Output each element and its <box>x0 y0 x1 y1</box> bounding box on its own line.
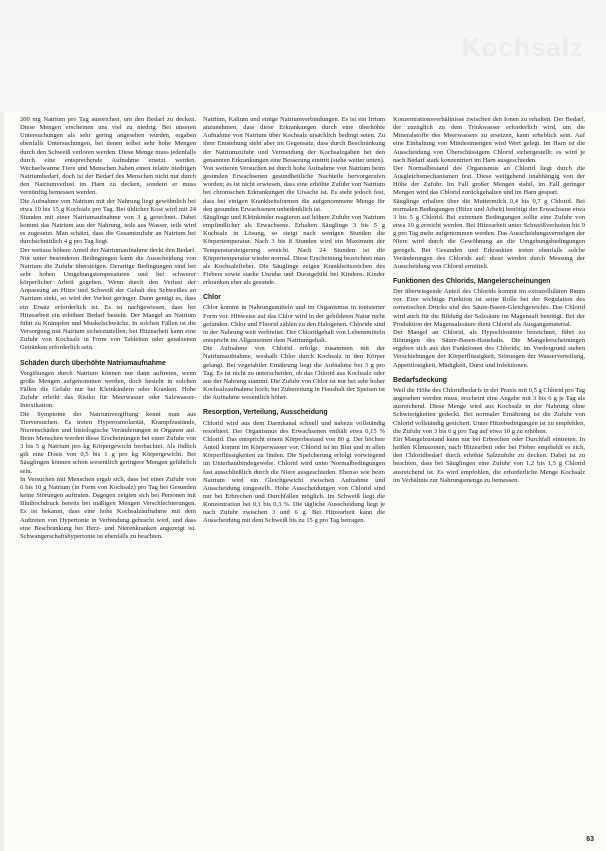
paragraph: Der Normalbestand des Organismus an Chlorid liegt durch die Ausgleichsmechanismen fest. Diese weitgehend unabhängig von der Höhe der Zufuhr. Im Fall großer Mengen stabil, im Fall geringer Mengen wird das Chlorid zurückgehalten und im Harn gespart. <box>393 164 585 197</box>
page-number: 63 <box>586 836 594 843</box>
paragraph: Von weiteren Versuchen ist durch hohe Aufnahme von Natrium beim gesunden Erwachsenen gesundheitliche Nachteile hervorgerufen worden; es ist nicht erwiesen, dass eine erhöhte Zufuhr von Natrium bei chronischen Erkrankungen die Ursache ist. Es steht jedoch fest, dass bei einigen Krankheitsformen die aufgenommene Menge für den gesunden Erwachsenen unbedenklich ist. <box>203 164 385 213</box>
paragraph: In Versuchen mit Menschen ergab sich, dass bei einer Zufuhr von 6 bis 10 g Natrium (in Form von Kochsalz) pro Tag bei Gesunden keine Störungen auftraten. Dagegen zeigten sich bei Personen mit Bluthochdruck bereits bei mäßigen Mengen Verschlechterungen. Es ist bekannt, dass eine hohe Kochsalzaufnahme mit dem Auftreten von Hypertonie in Verbindung gebracht wird, und dass eine Beschränkung bei Herz- und Nierenkranken angezeigt ist. Schwangerschaftshypertonie ist ebenfalls zu beachten. <box>20 475 196 540</box>
paragraph: Natrium, Kalium und einige Natriumverbindungen. Es ist ein Irrtum anzunehmen, dass diese Erkrankungen durch eine überhöhte Aufnahme von Natrium über Kochsalz ursächlich bedingt seien. Zu ihrer Entstehung steht aber im Gegensatz, dass durch Beschränkung der Natriumzufuhr und Vermeidung der Kochsalzgaben bei den genannten Erkrankungen eine Besserung eintritt (siehe weiter unten). <box>203 116 385 164</box>
paragraph: 200 mg Natrium pro Tag ausreichen, um den Bedarf zu decken. Diese Mengen erscheinen uns viel zu niedrig. Bei unseren Untersuchungen als sehr gering angesehen wurden, ergaben ebenfalls Untersuchungen, bei denen selbst sehr hohe Mengen durch den Schweiß verloren werden. Diese Menge muss jedenfalls durch eine entsprechende Aufnahme ersetzt werden. Wechselwarme Tiere und Menschen haben einen relativ niedrigen Natriumbedarf, doch ist der Bedarf des Menschen nicht nur durch den Natriumverlust im Harn zu decken, sondern er muss vernünftig bemessen werden. <box>20 116 196 197</box>
paragraph: Der weitaus höhere Anteil der Natriumaufnahme deckt den Bedarf. Nur unter besonderen Bedingungen kann die Ausscheidung von Natrium die Zufuhr übersteigen. Derartige Bedingungen sind bei sehr hohen Umgebungstemperaturen und bei schwerer körperlicher Arbeit gegeben. Wenn durch den Verlust der Anpassung an Hitze und Schweiß der Gehalt des Schweißes an Natrium sinkt, so wird der Verlust geringer. Dann genügt es, dass ein Ersatz erforderlich ist. Es ist nachgewiesen, dass bei Hitzearbeit ein erhöhter Bedarf besteht. Der Mangel an Natrium führt zu Krämpfen und Muskelschwäche. In solchen Fällen ist die Versorgung mit Natrium sicherzustellen; bei Hitzearbeit kann eine Zufuhr von Kochsalz in Form von Tabletten oder gesalzenen Getränken erforderlich sein. <box>20 246 196 352</box>
section-heading: Bedarfsdeckung <box>393 376 447 384</box>
paragraph: Säuglinge erhalten über die Muttermilch 0,4 bis 0,7 g Chlorid. Bei normalen Bedingungen (Hitze und Arbeit) benötigt der Erwachsene etwa 3 bis 5 g Chlorid. Bei extremen Bedingungen sollte eine Zufuhr von etwa 10 g erreicht werden. Bei Hitzearbeit unter Schweißverlusten bis 9 g pro Tag mehr aufgenommen werden. Das Ausscheidungsvermögen der Niere wird durch die Gewöhnung an die Umgebungsbedingungen geregelt. Bei Gesunden und Erkrankten treten ebenfalls solche Veränderungen des Chlorids auf; diese werden durch Messung der Ausscheidung von Chlorid ermittelt. <box>393 197 585 270</box>
paragraph: Säuglinge und Kleinkinder reagieren auf höhere Zufuhr von Natrium empfindlicher als Erwachsene. Erhalten Säuglinge 3 bis 5 g Kochsalz in Lösung, so steigt nach wenigen Stunden die Körpertemperatur. Nach 3 bis 8 Stunden wird ein Maximum der Temperatursteigerung erreicht. Nach 24 Stunden ist die Körpertemperatur wieder normal. Diese Erscheinung bezeichnet man als Kochsalzfieber. Die Säuglinge zeigen Krankheitszeichen des Fiebers sowie starke Unruhe und Durstgefühl bei Kindern. Kinder erkranken eher als gesunde. <box>203 213 385 287</box>
section-heading: Funktionen des Chlorids, Mangelerscheinungen <box>393 277 551 285</box>
paragraph: Ein Mangelzustand kann nur bei Erbrechen oder Durchfall eintreten. In heißen Klimazonen, nach Hitzearbeit oder bei Fieber empfiehlt es sich, den Chloridbedarf durch erhöhte Salzzufuhr zu decken. Dabei ist zu beachten, dass bei Säuglingen eine Zufuhr von 1,2 bis 1,5 g Chlorid ausreichend ist. Es wird empfohlen, die erforderliche Menge Kochsalz im Verhältnis zur Nahrungsmenge zu bemessen. <box>393 435 585 484</box>
text-column-2 <box>203 116 385 526</box>
paragraph: Chlor kommt in Nahrungsmitteln und im Organismus in ionisierter Form vor. Hinweise auf das Chlor wird in der gebildeten Natur nicht gefunden. Chlor und Fluorid zählen zu den Halogenen. Chloride sind in der Nahrung weit verbreitet. Der Chloridgehalt von Lebensmitteln entspricht im Allgemeinen dem Natriumgehalt. <box>203 304 385 345</box>
section-heading: Chlor <box>203 294 221 302</box>
paragraph: Konzentrationsverhältnisse zwischen den Ionen zu erhalten. Der Bedarf, der zuzüglich zu dem Trinkwasser erforderlich wird, um die Mineralstoffe des Meerwassers zu ersetzen, kann erheblich sein. Auf eine Einhaltung von Mindestmengen wird Wert gelegt. Im Harn ist die Ausscheidung von Überschüssigem Chlorid sichergestellt; es wird je nach Bedarf stark konzentriert im Harn ausgeschieden. <box>393 116 585 164</box>
paragraph: Weil die Höhe des Chloridbedarfs in der Praxis mit 0,5 g Chlorid pro Tag angesehen werden muss, erscheint eine Angabe mit 3 bis 6 g je Tag als ausreichend. Diese Menge wird aus Kochsalz in der Nahrung ohne Schwierigkeiten gedeckt. Bei normaler Ernährung ist die Zufuhr von Chlorid vollständig gesichert. Unter Hitzebedingungen ist zu empfehlen, die Zufuhr von 3 bis 6 g pro Tag auf etwa 10 g zu erhöhen. <box>393 386 585 435</box>
paragraph: Chlorid wird aus dem Darmkanal schnell und nahezu vollständig resorbiert. Der Organismus des Erwachsenen enthält etwa 0,15 % Chlorid. Das entspricht einem Körperbestand von 80 g. Der höchste Anteil kommt im Körperwasser vor. Chlorid ist im Blut und in allen Körperflüssigkeiten zu finden. Die Speicherung erfolgt vorwiegend im Unterhautbindegewebe. Chlorid wird unter Normalbedingungen fast ausschließlich durch die Niere ausgeschieden. Ebenso wie beim Natrium wird ein Gleichgewicht zwischen Aufnahme und Ausscheidung eingestellt. Hohe Ausscheidungen von Chlorid sind nur bei Erbrechen und Durchfällen möglich. Im Schweiß liegt die Konzentration bei 0,1 bis 0,3 %. Die tägliche Ausscheidung liegt je nach Zufuhr zwischen 3 und 6 g. Bei Hitzearbeit kann die Ausscheidung mit dem Schweiß bis zu 15 g pro Tag betragen. <box>203 419 385 525</box>
paragraph: Die Aufnahme von Natrium mit der Nahrung liegt gewöhnlich bei etwa 10 bis 15 g Kochsalz pro Tag. Bei üblicher Kost wird mit 24 Stunden mit einer Natriumaufnahme von 3 g gerechnet. Dabei kommt das Natrium aus der Nahrung, teils aus Wasser, teils wird es zugesetzt. Man schätzt, dass die Gesamtzufuhr an Natrium bei durchschnittlich 4 g pro Tag liegt. <box>20 197 196 246</box>
paragraph: Die Aufnahme von Chlorid erfolgt zusammen mit der Natriumaufnahme, weshalb Chlor durch Kochsalz in den Körper gelangt. Bei vegetabiler Ernährung liegt die Aufnahme bei 3 g pro Tag. Es ist nicht zu unterscheiden, ob das Chlorid aus Kochsalz oder aus der Nahrung stammt. Die Zufuhr von Chlor ist nur bei sehr hoher Kochsalzaufnahme hoch; bei Zubereitung in Haushalt der Speisen ist die Aufnahme wesentlich höher. <box>203 345 385 402</box>
text-column-3 <box>393 116 585 485</box>
page-header <box>0 0 606 112</box>
section-heading: Schäden durch überhöhte Natriumaufnahme <box>20 359 166 367</box>
paragraph: Der überwiegende Anteil des Chlorids kommt im extrazellulären Raum vor. Eine wichtige Funktion ist seine Rolle bei der Regulation des osmotischen Drucks und des Säure-Basen-Gleichgewichts. Das Chlorid wird auch für die Bildung der Salzsäure im Magensaft benötigt. Bei der Produktion der Magensalzsäure dient Chlorid als Ausgangsmaterial. <box>393 288 585 328</box>
paragraph: Vergiftungen durch Natrium können nur dann auftreten, wenn große Mengen aufgenommen werden, doch besteht in solchen Fällen die Gefahr nur bei Kleinkindern oder Kranken. Hohe Zufuhr erhöht das Risiko für Meerwasser oder Salzwasser-Intoxikation. <box>20 369 196 410</box>
paragraph: Die Symptome der Natriumvergiftung kennt man aus Tierversuchen. Es treten Hyperosmolarität, Krampfzustände, Nierenschäden und histologische Veränderungen in Organen auf. Beim Menschen werden diese Erscheinungen bei einer Zufuhr von 3 bis 5 g Natrium pro kg Körpergewicht beobachtet. Als tödlich gilt eine Dosis von 0,5 bis 1 g pro kg Körpergewicht. Bei Säuglingen können schon wesentlich geringere Mengen gefährlich sein. <box>20 410 196 475</box>
section-heading: Resorption, Verteilung, Ausscheidung <box>203 409 328 417</box>
scan-edge <box>0 0 4 851</box>
chapter-title: Kochsalz <box>461 32 584 62</box>
paragraph: Der Mangel an Chlorid, als Hypochlorämie bezeichnet, führt zu Störungen des Säure-Basen-Haushalts. Die Mangelerscheinungen ergeben sich aus den Funktionen des Chlorids; im Vordergrund stehen Verschiebungen der Körperflüssigkeit, Störungen der Wasserverteilung, Appetitlosigkeit, Müdigkeit, Durst und Infektionen. <box>393 328 585 369</box>
text-column-1 <box>20 116 196 541</box>
